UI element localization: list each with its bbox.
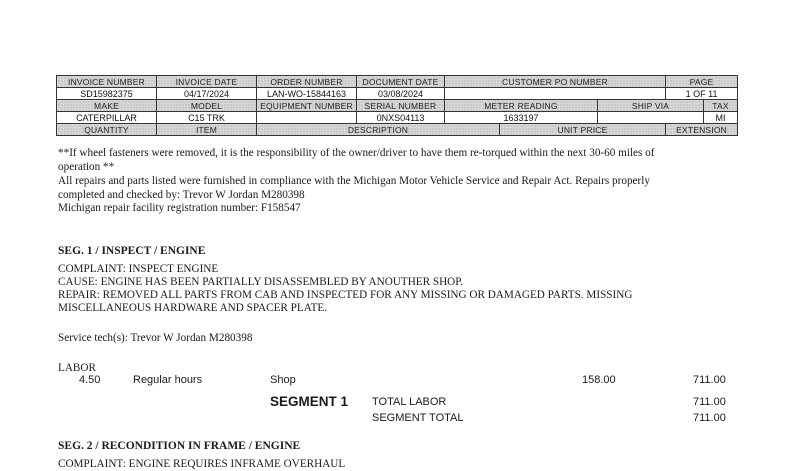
header-row-values-2 — [57, 112, 738, 124]
segment-1-repair-cont: MISCELLANEOUS HARDWARE AND SPACER PLATE. — [58, 302, 328, 314]
description-label: DESCRIPTION — [257, 124, 500, 136]
header-row-labels-1 — [57, 76, 738, 88]
invoice-number-value: SD15982375 — [57, 88, 157, 100]
wheel-fastener-notice: **If wheel fasteners were removed, it is the responsibility of the owner/driver to have them re-torqued within the next 30-60 miles of — [58, 147, 655, 159]
wheel-fastener-notice-cont: operation ** — [58, 161, 115, 173]
order-number-value: LAN-WO-15844163 — [257, 88, 357, 100]
invoice-date-label: INVOICE DATE — [157, 76, 257, 88]
ship-via-label: SHIP VIA — [598, 100, 704, 112]
segment-1-repair: REPAIR: REMOVED ALL PARTS FROM CAB AND INSPECTED FOR ANY MISSING OR DAMAGED PARTS. MISSING — [58, 289, 633, 301]
make-label: MAKE — [57, 100, 157, 112]
labor-hours: 4.50 — [79, 374, 101, 386]
segment-1-service-tech: Service tech(s): Trevor W Jordan M280398 — [58, 332, 253, 344]
serial-number-value: 0NXS04113 — [357, 112, 445, 124]
order-number-label: ORDER NUMBER — [257, 76, 357, 88]
total-labor-label: TOTAL LABOR — [372, 396, 447, 408]
equipment-number-label: EQUIPMENT NUMBER — [257, 100, 357, 112]
page-value: 1 OF 11 — [666, 88, 738, 100]
segment-1-cause: CAUSE: ENGINE HAS BEEN PARTIALLY DISASSEMBLED BY ANOUTHER SHOP. — [58, 276, 464, 288]
compliance-notice: All repairs and parts listed were furnished in compliance with the Michigan Motor Vehicle Service and Repair Act. Repairs properly — [58, 175, 650, 187]
quantity-label: QUANTITY — [57, 124, 157, 136]
ship-via-value — [598, 112, 704, 124]
registration-number-notice: Michigan repair facility registration number: F158547 — [58, 202, 301, 214]
header-row-labels-3 — [57, 124, 738, 136]
invoice-header-table — [56, 75, 738, 136]
labor-rate: 158.00 — [582, 374, 616, 386]
labor-type: Regular hours — [133, 374, 203, 386]
model-label: MODEL — [157, 100, 257, 112]
page-label: PAGE — [666, 76, 738, 88]
segment-total-label: SEGMENT TOTAL — [372, 412, 464, 424]
equipment-number-value — [257, 112, 357, 124]
meter-reading-label: METER READING — [445, 100, 598, 112]
labor-location: Shop — [270, 374, 296, 386]
segment-2-heading: SEG. 2 / RECONDITION IN FRAME / ENGINE — [58, 440, 301, 452]
invoice-date-value: 04/17/2024 — [157, 88, 257, 100]
item-label: ITEM — [157, 124, 257, 136]
segment-1-label: SEGMENT 1 — [270, 394, 349, 409]
customer-po-number-label: CUSTOMER PO NUMBER — [445, 76, 666, 88]
customer-po-number-value — [445, 88, 666, 100]
labor-amount: 711.00 — [693, 374, 726, 386]
meter-reading-value: 1633197 — [445, 112, 598, 124]
header-row-values-1 — [57, 88, 738, 100]
extension-label: EXTENSION — [666, 124, 738, 136]
segment-1-heading: SEG. 1 / INSPECT / ENGINE — [58, 245, 206, 257]
labor-label: LABOR — [58, 362, 96, 374]
invoice-number-label: INVOICE NUMBER — [57, 76, 157, 88]
segment-2-complaint: COMPLAINT: ENGINE REQUIRES INFRAME OVERHAUL — [58, 458, 346, 470]
segment-total-amount: 711.00 — [693, 412, 726, 424]
model-value: C15 TRK — [157, 112, 257, 124]
make-value: CATERPILLAR — [57, 112, 157, 124]
unit-price-label: UNIT PRICE — [500, 124, 666, 136]
tax-label: TAX — [704, 100, 738, 112]
checked-by-notice: completed and checked by: Trevor W Jordan M280398 — [58, 189, 305, 201]
total-labor-amount: 711.00 — [693, 396, 726, 408]
segment-1-complaint: COMPLAINT: INSPECT ENGINE — [58, 263, 219, 275]
header-row-labels-2 — [57, 100, 738, 112]
tax-value: MI — [704, 112, 738, 124]
document-date-value: 03/08/2024 — [357, 88, 445, 100]
document-date-label: DOCUMENT DATE — [357, 76, 445, 88]
serial-number-label: SERIAL NUMBER — [357, 100, 445, 112]
